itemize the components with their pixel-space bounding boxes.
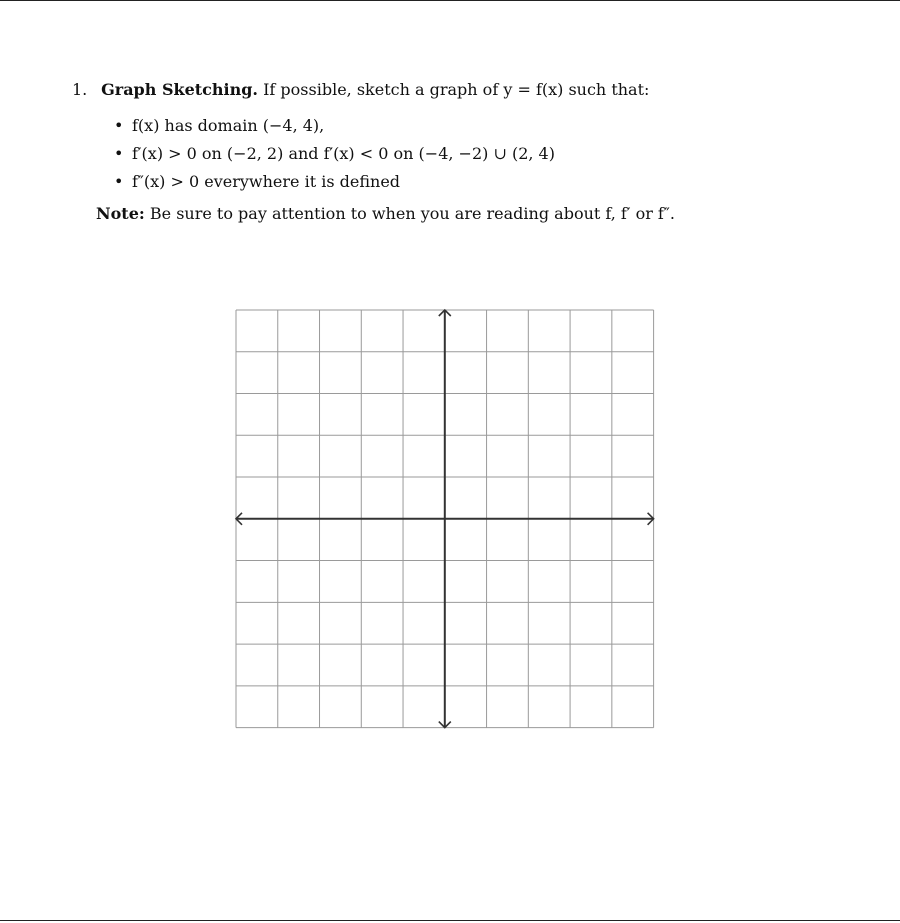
condition-text: f(x) has domain (−4, 4), (132, 116, 325, 135)
axes (236, 310, 654, 728)
graph-grid[interactable] (228, 302, 668, 742)
note-text: Be sure to pay attention to when you are reading about f, f′ or f″. (149, 204, 675, 223)
condition-item (114, 116, 852, 144)
problem-intro: If possible, sketch a graph of y = f(x) such that: (263, 80, 650, 99)
problem-number: 1. (72, 80, 88, 99)
condition-item (114, 172, 852, 200)
bullet-icon: • (114, 172, 124, 191)
bottom-rule (0, 920, 900, 921)
problem-heading (72, 80, 852, 100)
problem-block (72, 80, 852, 224)
condition-text: f′(x) > 0 on (−2, 2) and f′(x) < 0 on (−4, −2) ∪ (2, 4) (132, 144, 555, 163)
condition-text: f″(x) > 0 everywhere it is defined (132, 172, 401, 191)
top-rule (0, 0, 900, 1)
condition-item (114, 144, 852, 172)
bullet-icon: • (114, 116, 124, 135)
note (96, 204, 852, 224)
conditions-list (72, 116, 852, 200)
bullet-icon: • (114, 144, 124, 163)
note-label: Note: (96, 204, 145, 223)
problem-title: Graph Sketching. (101, 80, 258, 99)
